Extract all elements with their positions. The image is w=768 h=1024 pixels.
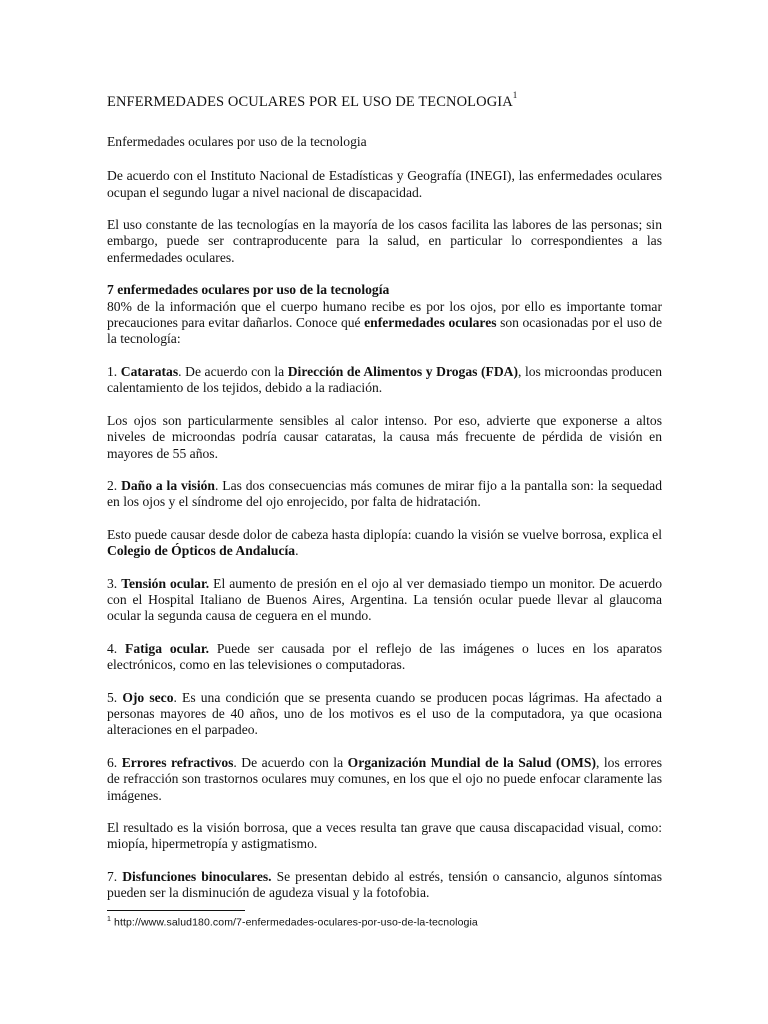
list-item-fatiga-ocular: 4. Fatiga ocular. Puede ser causada por el reflejo de las imágenes o luces en los aparatos electrónicos, como en las televisiones o computadoras. [107, 640, 663, 673]
list-item-tension-ocular: 3. Tensión ocular. El aumento de presión en el ojo al ver demasiado tiempo un monitor. De acuerdo con el Hospital Italiano de Buenos Aires, Argentina. La tensión ocular puede llevar al glaucoma ocular la segunda causa de ceguera en el mundo. [107, 575, 662, 624]
list-item-ojo-seco: 5. Ojo seco. Es una condición que se presenta cuando se producen pocas lágrimas. Ha afectado a personas mayores de 40 años, uno de los motivos es el uso de la computadora, ya que ocasiona alteraciones en el parpadeo. [107, 689, 663, 738]
footnote-number: 1 [107, 916, 111, 924]
paragraph-cataratas-detail: Los ojos son particularmente sensibles al calor intenso. Por eso, advierte que exponerse a altos niveles de microondas podría causar cataratas, la causa más frecuente de pérdida de visión en mayores de 55 años. [107, 412, 662, 461]
list-item-dano-vision: 2. Daño a la visión. Las dos consecuencias más comunes de mirar fijo a la pantalla son: la sequedad en los ojos y el síndrome del ojo enrojecido, por falta de hidratación. [107, 477, 662, 510]
list-item-disfunciones: 7. Disfunciones binoculares. Se presentan debido al estrés, tensión o cansancio, algunos síntomas pueden ser la disminución de agudeza visual y la fotofobia. [107, 868, 663, 901]
subtitle: Enfermedades oculares por uso de la tecnologia [107, 133, 367, 149]
footnote-divider [107, 910, 245, 912]
paragraph-inegi: De acuerdo con el Instituto Nacional de Estadísticas y Geografía (INEGI), las enfermedades oculares ocupan el segundo lugar a nivel nacional de discapacidad. [107, 168, 662, 200]
paragraph-tecnologias: El uso constante de las tecnologías en la mayoría de los casos facilita las labores de las personas; sin embargo, puede ser contraproducente para la salud, en particular lo correspondientes a las enfermedades oculares. [107, 217, 662, 265]
footnote-reference: 1 [512, 90, 518, 100]
document-title: ENFERMEDADES OCULARES POR EL USO DE TECNOLOGIA$^1$ [107, 90, 518, 110]
list-intro: 7 enfermedades oculares por uso de la tecnología 80% de la información que el cuerpo humano recibe es por los ojos, por ello es importante tomar precauciones para evitar dañarlos. Conoce qué enfermedades oculares son ocasionadas por el uso de la tecnología: [107, 282, 662, 347]
footnote-link[interactable]: http://www.salud180.com/7-enfermedades-oculares-por-uso-de-la-tecnologia [111, 916, 478, 929]
list-heading: 7 enfermedades oculares por uso de la tecnología [107, 282, 390, 298]
list-item-errores-refractivos: 6. Errores refractivos. De acuerdo con la Organización Mundial de la Salud (OMS), los errores de refracción son trastornos oculares muy comunes, en los que el ojo no puede enfocar claramente las imágenes. [107, 754, 662, 803]
paragraph-dano-vision-detail: Esto puede causar desde dolor de cabeza hasta diplopía: cuando la visión se vuelve borrosa, explica el Colegio de Ópticos de Andalucía. [107, 526, 662, 559]
list-item-cataratas: 1. Cataratas. De acuerdo con la Dirección de Alimentos y Drogas (FDA), los microondas producen calentamiento de los tejidos, debido a la radiación. [107, 363, 662, 396]
paragraph-errores-detail: El resultado es la visión borrosa, que a veces resulta tan grave que causa discapacidad visual, como: miopía, hipermetropía y astigmatismo. [107, 820, 662, 852]
footnote [107, 916, 662, 929]
